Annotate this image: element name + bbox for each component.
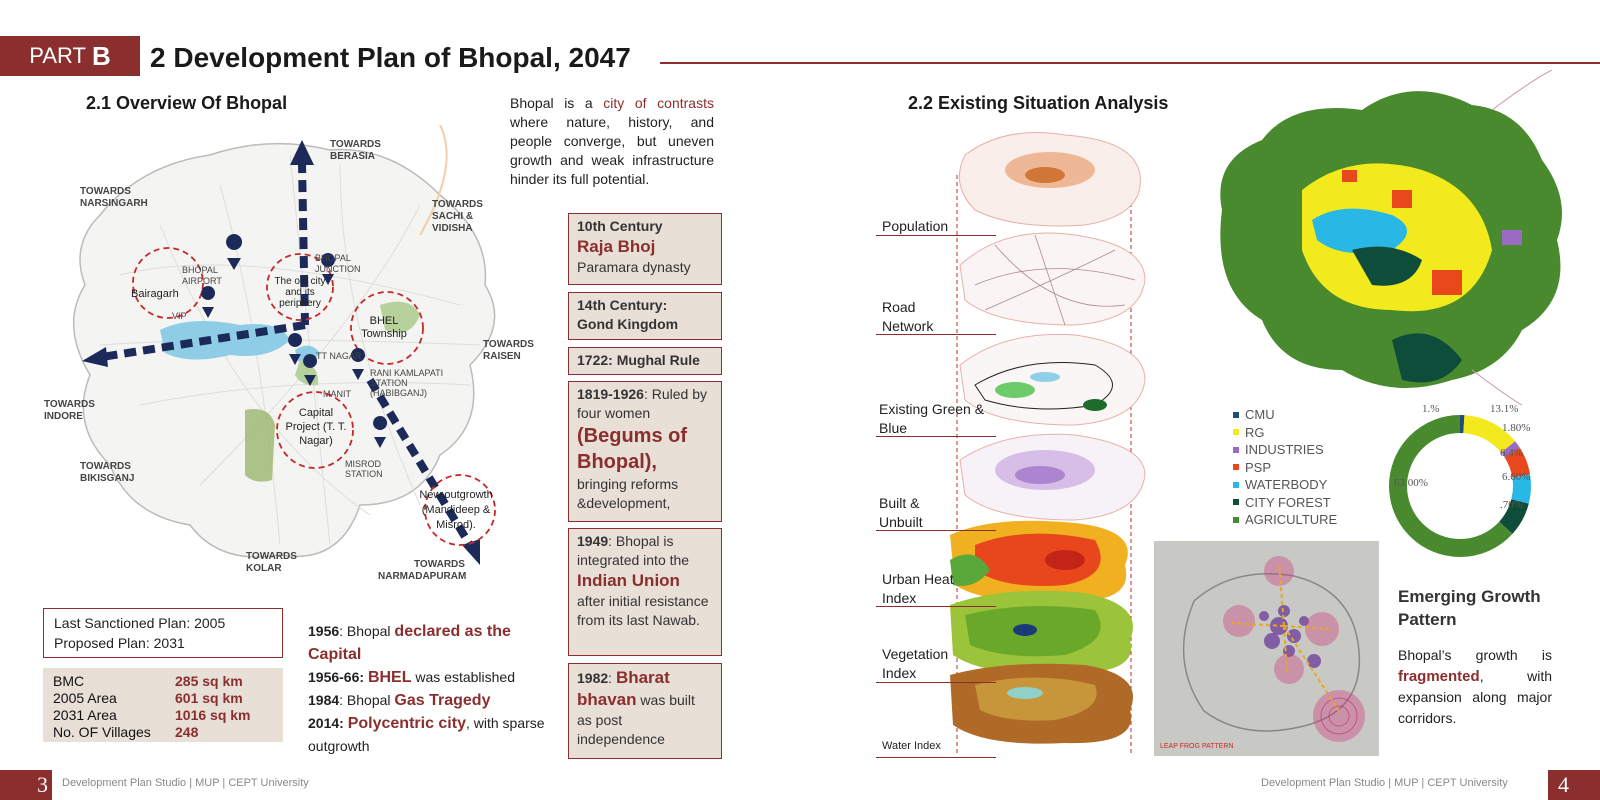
layer-road-network (960, 233, 1145, 325)
part-letter: B (91, 40, 111, 71)
intro-pre: Bhopal is a (510, 95, 604, 111)
area-value: 601 sq km (175, 689, 243, 706)
legend-swatch (1233, 464, 1239, 470)
area-table (43, 668, 283, 742)
legend-swatch (1233, 412, 1239, 418)
timeline-text: Gond Kingdom (577, 316, 679, 332)
layer-label-vegetation: Vegetation Index (882, 646, 949, 681)
legend-label: PSP (1245, 459, 1272, 475)
table-row (53, 672, 273, 689)
timeline-1819-1926 (568, 381, 722, 522)
page-title: 2 Development Plan of Bhopal, 2047 (150, 42, 631, 73)
label-towards-berasia: TOWARDS BERASIA (330, 139, 381, 162)
layer-population (959, 133, 1140, 227)
part-label: PART (29, 43, 86, 68)
label-new-outgrowth: New outgrowth (Mandideep & Misrod). (419, 489, 493, 531)
area-value: 248 (175, 723, 199, 740)
layer-label-population: Population (882, 218, 949, 234)
intro-highlight: city of contrasts (603, 95, 714, 111)
timeline-year: 10th Century (577, 218, 663, 234)
part-badge (0, 36, 140, 76)
area-value: 285 sq km (175, 672, 243, 689)
event-2014 (308, 712, 548, 757)
event-1956-66 (308, 666, 548, 689)
area-value: 1016 sq km (175, 706, 251, 723)
event-year: 1956-66: (308, 669, 368, 685)
legend-item (1233, 424, 1337, 442)
layer-label-road-network: Road Network (882, 299, 934, 334)
timeline-highlight: Indian Union (577, 571, 680, 590)
donut-label: 6.60% (1502, 471, 1531, 483)
legend-label: WATERBODY (1245, 477, 1328, 492)
legend-swatch (1233, 482, 1239, 488)
proposed-plan: Proposed Plan: 2031 (54, 635, 185, 651)
label-old-city: The old city and its periphery (274, 276, 326, 309)
area-label: No. OF Villages (53, 723, 151, 740)
event-1956 (308, 620, 548, 666)
timeline-1722 (568, 347, 722, 375)
donut-label: .70% (1500, 499, 1523, 511)
timeline-text: : (608, 670, 616, 686)
event-highlight: Polycentric city (347, 715, 466, 732)
donut-label: 13.1% (1490, 403, 1519, 415)
footer-page-number-right: 4 (1548, 770, 1600, 800)
area-label: BMC (53, 672, 85, 689)
event-text: was established (411, 669, 516, 685)
bhopal-city-map (40, 125, 540, 600)
growth-title: Emerging Growth Pattern (1398, 587, 1541, 629)
land-use-legend (1233, 406, 1337, 529)
timeline-10th-century (568, 213, 722, 285)
layer-rule (876, 606, 996, 607)
legend-item (1233, 476, 1337, 494)
label-tt-nagar: TT NAGAR (316, 351, 362, 361)
label-capital-project: Capital Project (T. T. Nagar) (285, 407, 347, 447)
timeline-year: 1949 (577, 533, 609, 549)
timeline-year: 1819-1926 (577, 386, 644, 402)
plan-info-box (43, 608, 283, 658)
label-towards-raisen: TOWARDS RAISEN (483, 339, 534, 362)
land-use-donut-chart (1360, 398, 1560, 568)
table-row (53, 723, 273, 740)
label-bairagarh: Bairagarh (131, 288, 179, 300)
layer-label-green-blue: Existing Green & Blue (879, 401, 985, 436)
label-misrod-station: MISROD STATION (345, 459, 383, 479)
event-1984 (308, 689, 548, 712)
growth-highlight: fragmented (1398, 668, 1480, 685)
green-area-van-vihar (245, 409, 275, 482)
layer-rule (876, 235, 996, 236)
legend-label: CITY FOREST (1245, 494, 1331, 510)
event-year: 1984 (308, 692, 340, 708)
timeline-text: 1722: Mughal Rule (577, 352, 700, 368)
event-highlight: Gas Tragedy (394, 692, 491, 709)
label-rani-kamlapati: RANI KAMLAPATI STATION (HABIBGANJ) (370, 368, 444, 398)
table-row (53, 689, 273, 706)
growth-text-post: , with expansion along major corridors. (1398, 668, 1552, 726)
layer-label-urban-heat: Urban Heat Index (882, 571, 954, 606)
title-rule (660, 62, 1600, 64)
overview-section-title: 2.1 Overview Of Bhopal (86, 93, 288, 113)
footer-page-number-left: 3 (0, 770, 52, 800)
label-bhopal-airport: BHOPAL AIRPORT (182, 265, 222, 286)
overview-intro (510, 94, 714, 189)
label-vip: VIP (172, 311, 187, 321)
legend-label: CMU (1245, 407, 1275, 422)
event-text: , with sparse outgrowth (308, 715, 545, 754)
last-sanctioned-plan: Last Sanctioned Plan: 2005 (54, 615, 226, 631)
timeline-year: 1982 (577, 670, 609, 686)
label-bhopal-junction: BHOPAL JUNCTION (315, 253, 361, 274)
timeline-text: : Bhopal is integrated into the (577, 533, 690, 568)
layer-label-built-unbuilt: Built & Unbuilt (879, 495, 923, 530)
legend-label: AGRICULTURE (1245, 512, 1338, 527)
label-towards-narmadapuram: TOWARDS NARMADAPURAM (378, 559, 467, 582)
label-towards-narsingarh: TOWARDS NARSINGARH (80, 186, 148, 209)
layer-vegetation (950, 591, 1133, 674)
stacked-layers-illustration (945, 115, 1160, 765)
legend-item (1233, 511, 1337, 529)
legend-swatch (1233, 447, 1239, 453)
legend-swatch (1233, 429, 1239, 435)
timeline-text: bringing reforms &development, (577, 476, 679, 511)
footer-text-left: Development Plan Studio | MUP | CEPT University (62, 777, 309, 789)
event-year: 2014: (308, 715, 348, 731)
label-towards-kolar: TOWARDS KOLAR (246, 551, 297, 574)
area-label: 2031 Area (53, 706, 117, 723)
growth-text (1398, 645, 1552, 729)
event-text: : Bhopal (339, 623, 395, 639)
donut-label: 1.80% (1502, 422, 1531, 434)
event-text: : Bhopal (339, 692, 395, 708)
legend-swatch (1233, 517, 1239, 523)
legend-item (1233, 441, 1337, 459)
layer-water (950, 664, 1133, 744)
layer-urban-heat (950, 521, 1128, 601)
leap-frog-map (1154, 541, 1379, 756)
legend-label: RG (1245, 424, 1265, 440)
layer-label-water: Water Index (882, 740, 941, 752)
event-year: 1956 (308, 623, 340, 639)
table-row (53, 706, 273, 723)
analysis-section-title: 2.2 Existing Situation Analysis (908, 93, 1169, 113)
growth-text-pre: Bhopal’s growth is (1398, 647, 1552, 663)
layer-rule (876, 757, 996, 758)
layer-built-unbuilt (960, 434, 1145, 520)
timeline-1982 (568, 663, 722, 759)
timeline-highlight: Bharat bhavan (577, 668, 670, 709)
timeline-year: 14th Century: (577, 297, 668, 313)
label-towards-sachi-vidisha: TOWARDS SACHI & VIDISHA (432, 199, 483, 234)
legend-item (1233, 494, 1337, 512)
donut-label: 1.% (1422, 403, 1440, 415)
legend-item (1233, 406, 1337, 424)
timeline-highlight: Raja Bhoj (577, 237, 656, 256)
legend-item (1233, 459, 1337, 477)
events-list (308, 620, 548, 757)
timeline-14th-century (568, 292, 722, 340)
layer-rule (876, 436, 996, 437)
timeline-text: after initial resistance from its last Nawab. (577, 593, 709, 628)
timeline-text: : Ruled by four women (577, 386, 707, 421)
land-use-map (1192, 70, 1592, 405)
intro-post: where nature, history, and people converge, but uneven growth and weak infrastructure hinder its full potential. (510, 114, 714, 187)
leap-frog-caption: LEAP FROG PATTERN (1160, 743, 1234, 750)
label-manit: MANIT (323, 389, 351, 399)
label-bhel-township: BHEL Township (361, 315, 407, 340)
layer-rule (876, 530, 996, 531)
footer-text-right: Development Plan Studio | MUP | CEPT University (1261, 777, 1508, 789)
layer-rule (876, 334, 996, 335)
event-highlight: declared as the Capital (308, 623, 511, 663)
timeline-text: Paramara dynasty (577, 259, 691, 275)
timeline-text: was built as post independence (577, 692, 695, 747)
donut-label: 6.4% (1500, 447, 1523, 459)
label-towards-indore: TOWARDS INDORE (44, 399, 95, 422)
timeline-1949 (568, 528, 722, 656)
legend-swatch (1233, 499, 1239, 505)
timeline-highlight: (Begums of Bhopal), (577, 425, 687, 473)
donut-label: 63.00% (1394, 477, 1428, 489)
legend-label: INDUSTRIES (1245, 442, 1324, 457)
label-towards-bikisganj: TOWARDS BIKISGANJ (80, 461, 135, 484)
event-highlight: BHEL (367, 669, 412, 686)
area-label: 2005 Area (53, 689, 117, 706)
layer-rule (876, 682, 996, 683)
